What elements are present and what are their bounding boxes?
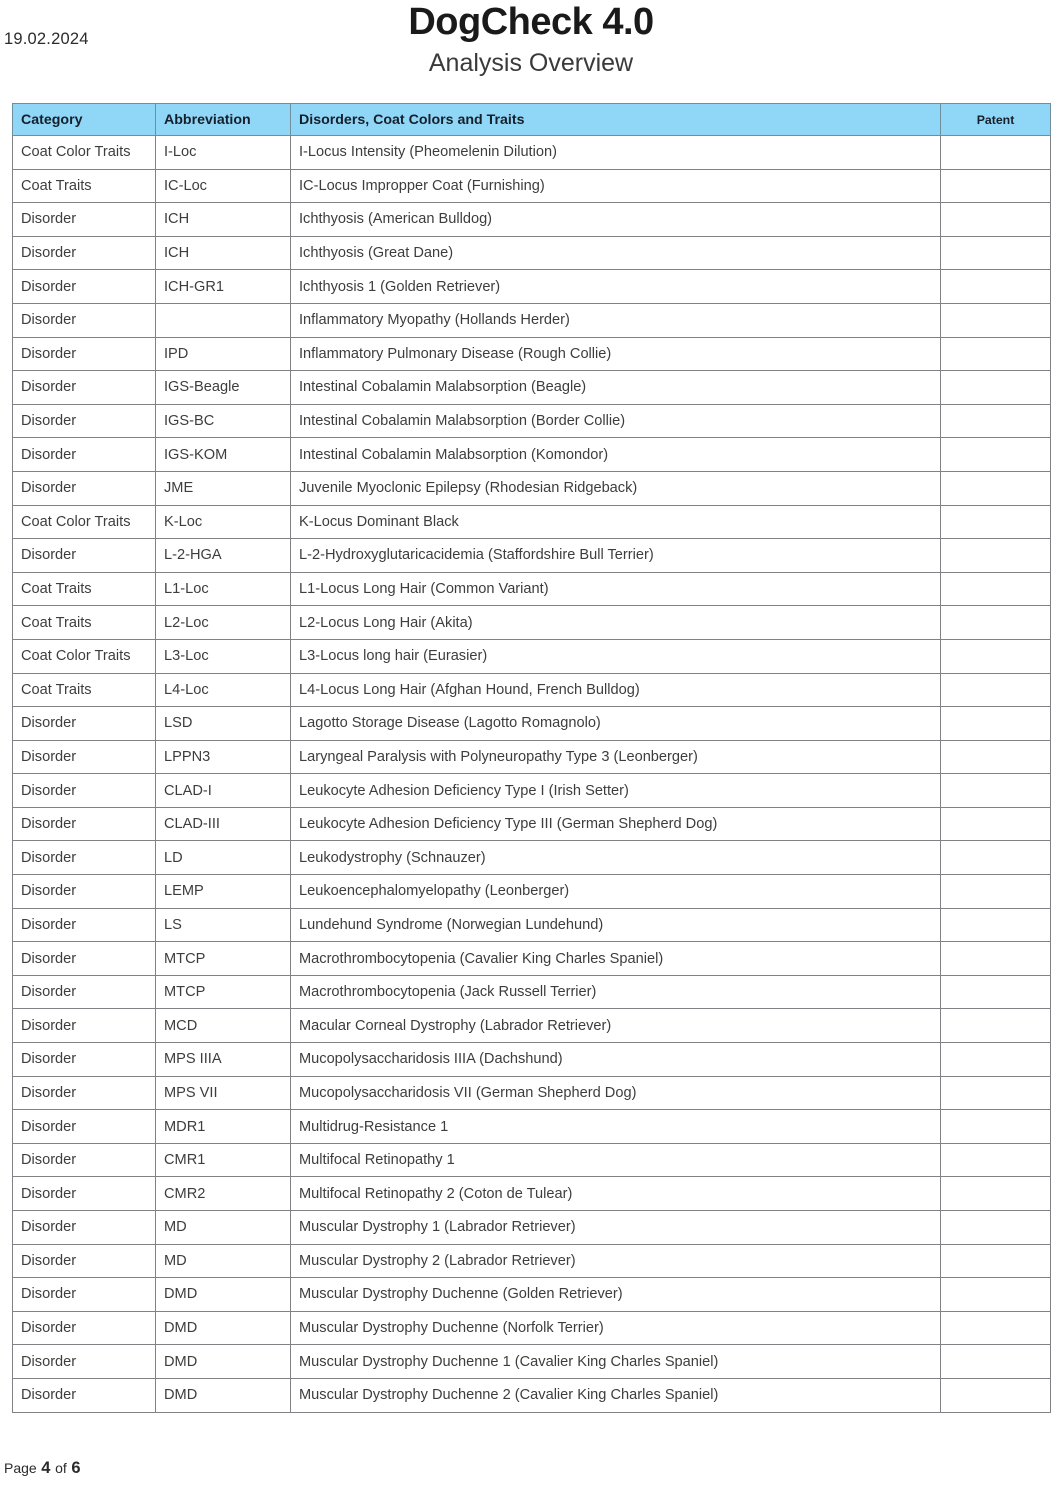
table-header-row bbox=[13, 104, 1051, 136]
table-row bbox=[13, 1345, 1051, 1379]
cell-disorder: L4-Locus Long Hair (Afghan Hound, French Bulldog) bbox=[291, 673, 941, 707]
cell-disorder: I-Locus Intensity (Pheomelenin Dilution) bbox=[291, 136, 941, 170]
cell-disorder: L1-Locus Long Hair (Common Variant) bbox=[291, 572, 941, 606]
table-row bbox=[13, 1311, 1051, 1345]
table-row bbox=[13, 438, 1051, 472]
cell-patent bbox=[941, 1345, 1051, 1379]
analysis-table-container bbox=[12, 103, 1050, 1413]
cell-abbreviation: ICH bbox=[156, 203, 291, 237]
cell-patent bbox=[941, 539, 1051, 573]
cell-abbreviation: MD bbox=[156, 1244, 291, 1278]
cell-abbreviation: LS bbox=[156, 908, 291, 942]
table-row bbox=[13, 975, 1051, 1009]
table-row bbox=[13, 471, 1051, 505]
analysis-table bbox=[12, 103, 1051, 1413]
cell-disorder: Macrothrombocytopenia (Cavalier King Charles Spaniel) bbox=[291, 942, 941, 976]
table-row bbox=[13, 1378, 1051, 1412]
cell-category: Disorder bbox=[13, 1043, 156, 1077]
cell-category: Disorder bbox=[13, 404, 156, 438]
cell-category: Disorder bbox=[13, 1278, 156, 1312]
cell-disorder: L3-Locus long hair (Eurasier) bbox=[291, 639, 941, 673]
cell-disorder: Mucopolysaccharidosis VII (German Shepherd Dog) bbox=[291, 1076, 941, 1110]
cell-category: Disorder bbox=[13, 942, 156, 976]
cell-category: Coat Traits bbox=[13, 673, 156, 707]
column-header-disorders: Disorders, Coat Colors and Traits bbox=[291, 104, 941, 136]
cell-patent bbox=[941, 337, 1051, 371]
cell-disorder: K-Locus Dominant Black bbox=[291, 505, 941, 539]
cell-category: Disorder bbox=[13, 1211, 156, 1245]
footer-of-label: of bbox=[55, 1460, 67, 1476]
cell-category: Disorder bbox=[13, 774, 156, 808]
table-row bbox=[13, 1143, 1051, 1177]
cell-category: Disorder bbox=[13, 908, 156, 942]
cell-disorder: Multifocal Retinopathy 2 (Coton de Tulear) bbox=[291, 1177, 941, 1211]
cell-abbreviation: IC-Loc bbox=[156, 169, 291, 203]
cell-category: Disorder bbox=[13, 1378, 156, 1412]
table-row bbox=[13, 371, 1051, 405]
table-body bbox=[13, 136, 1051, 1413]
cell-abbreviation: LEMP bbox=[156, 875, 291, 909]
cell-patent bbox=[941, 371, 1051, 405]
cell-category: Coat Color Traits bbox=[13, 639, 156, 673]
cell-abbreviation: ICH-GR1 bbox=[156, 270, 291, 304]
table-row bbox=[13, 707, 1051, 741]
cell-category: Disorder bbox=[13, 337, 156, 371]
cell-abbreviation: CMR1 bbox=[156, 1143, 291, 1177]
cell-abbreviation: MPS VII bbox=[156, 1076, 291, 1110]
cell-abbreviation: IPD bbox=[156, 337, 291, 371]
cell-abbreviation bbox=[156, 303, 291, 337]
cell-disorder: Muscular Dystrophy Duchenne 2 (Cavalier King Charles Spaniel) bbox=[291, 1378, 941, 1412]
cell-disorder: Muscular Dystrophy Duchenne (Golden Retriever) bbox=[291, 1278, 941, 1312]
cell-patent bbox=[941, 471, 1051, 505]
cell-patent bbox=[941, 975, 1051, 1009]
cell-abbreviation: IGS-BC bbox=[156, 404, 291, 438]
table-row bbox=[13, 236, 1051, 270]
cell-disorder: Inflammatory Myopathy (Hollands Herder) bbox=[291, 303, 941, 337]
cell-abbreviation: MD bbox=[156, 1211, 291, 1245]
cell-disorder: Laryngeal Paralysis with Polyneuropathy Type 3 (Leonberger) bbox=[291, 740, 941, 774]
cell-category: Disorder bbox=[13, 740, 156, 774]
cell-abbreviation: MCD bbox=[156, 1009, 291, 1043]
page-title: DogCheck 4.0 bbox=[408, 1, 654, 43]
table-row bbox=[13, 1211, 1051, 1245]
cell-disorder: L-2-Hydroxyglutaricacidemia (Staffordshire Bull Terrier) bbox=[291, 539, 941, 573]
cell-patent bbox=[941, 404, 1051, 438]
table-row bbox=[13, 539, 1051, 573]
cell-patent bbox=[941, 875, 1051, 909]
cell-patent bbox=[941, 1076, 1051, 1110]
cell-disorder: Ichthyosis 1 (Golden Retriever) bbox=[291, 270, 941, 304]
cell-category: Coat Traits bbox=[13, 572, 156, 606]
cell-disorder: Ichthyosis (Great Dane) bbox=[291, 236, 941, 270]
title-block bbox=[0, 0, 1062, 78]
cell-category: Disorder bbox=[13, 539, 156, 573]
cell-disorder: Intestinal Cobalamin Malabsorption (Border Collie) bbox=[291, 404, 941, 438]
table-row bbox=[13, 136, 1051, 170]
table-row bbox=[13, 1076, 1051, 1110]
cell-abbreviation: I-Loc bbox=[156, 136, 291, 170]
table-row bbox=[13, 1043, 1051, 1077]
cell-category: Disorder bbox=[13, 807, 156, 841]
cell-disorder: Ichthyosis (American Bulldog) bbox=[291, 203, 941, 237]
cell-category: Disorder bbox=[13, 875, 156, 909]
cell-abbreviation: DMD bbox=[156, 1345, 291, 1379]
table-row bbox=[13, 841, 1051, 875]
column-header-category: Category bbox=[13, 104, 156, 136]
cell-category: Disorder bbox=[13, 975, 156, 1009]
cell-disorder: Juvenile Myoclonic Epilepsy (Rhodesian Ridgeback) bbox=[291, 471, 941, 505]
cell-patent bbox=[941, 1110, 1051, 1144]
page-subtitle: Analysis Overview bbox=[428, 49, 634, 77]
table-row bbox=[13, 303, 1051, 337]
cell-disorder: Mucopolysaccharidosis IIIA (Dachshund) bbox=[291, 1043, 941, 1077]
table-row bbox=[13, 807, 1051, 841]
cell-disorder: Muscular Dystrophy 2 (Labrador Retriever) bbox=[291, 1244, 941, 1278]
document-header bbox=[0, 0, 1062, 86]
table-row bbox=[13, 572, 1051, 606]
cell-patent bbox=[941, 908, 1051, 942]
cell-patent bbox=[941, 673, 1051, 707]
table-row bbox=[13, 740, 1051, 774]
cell-abbreviation: LD bbox=[156, 841, 291, 875]
cell-patent bbox=[941, 572, 1051, 606]
table-row bbox=[13, 337, 1051, 371]
table-header-row-group bbox=[13, 104, 1051, 136]
cell-abbreviation: IGS-KOM bbox=[156, 438, 291, 472]
cell-disorder: IC-Locus Impropper Coat (Furnishing) bbox=[291, 169, 941, 203]
cell-disorder: Multidrug-Resistance 1 bbox=[291, 1110, 941, 1144]
cell-category: Disorder bbox=[13, 707, 156, 741]
cell-patent bbox=[941, 1211, 1051, 1245]
footer-total-pages: 6 bbox=[71, 1459, 81, 1477]
cell-patent bbox=[941, 1143, 1051, 1177]
cell-patent bbox=[941, 303, 1051, 337]
cell-disorder: Muscular Dystrophy Duchenne 1 (Cavalier King Charles Spaniel) bbox=[291, 1345, 941, 1379]
table-row bbox=[13, 774, 1051, 808]
table-row bbox=[13, 1278, 1051, 1312]
cell-disorder: Leukocyte Adhesion Deficiency Type I (Irish Setter) bbox=[291, 774, 941, 808]
cell-category: Disorder bbox=[13, 1009, 156, 1043]
cell-abbreviation: LPPN3 bbox=[156, 740, 291, 774]
cell-patent bbox=[941, 1009, 1051, 1043]
cell-category: Disorder bbox=[13, 1143, 156, 1177]
table-row bbox=[13, 673, 1051, 707]
cell-patent bbox=[941, 942, 1051, 976]
column-header-abbreviation: Abbreviation bbox=[156, 104, 291, 136]
table-row bbox=[13, 1110, 1051, 1144]
table-row bbox=[13, 639, 1051, 673]
footer-current-page: 4 bbox=[41, 1459, 51, 1477]
cell-category: Coat Color Traits bbox=[13, 136, 156, 170]
cell-abbreviation: K-Loc bbox=[156, 505, 291, 539]
cell-category: Disorder bbox=[13, 841, 156, 875]
table-row bbox=[13, 1177, 1051, 1211]
table-row bbox=[13, 203, 1051, 237]
cell-category: Disorder bbox=[13, 471, 156, 505]
cell-patent bbox=[941, 505, 1051, 539]
cell-disorder: Lundehund Syndrome (Norwegian Lundehund) bbox=[291, 908, 941, 942]
cell-patent bbox=[941, 639, 1051, 673]
cell-disorder: Inflammatory Pulmonary Disease (Rough Collie) bbox=[291, 337, 941, 371]
cell-patent bbox=[941, 203, 1051, 237]
cell-patent bbox=[941, 1177, 1051, 1211]
cell-patent bbox=[941, 606, 1051, 640]
cell-patent bbox=[941, 1244, 1051, 1278]
cell-category: Disorder bbox=[13, 438, 156, 472]
cell-disorder: Leukoencephalomyelopathy (Leonberger) bbox=[291, 875, 941, 909]
cell-patent bbox=[941, 1043, 1051, 1077]
cell-patent bbox=[941, 807, 1051, 841]
cell-category: Disorder bbox=[13, 1244, 156, 1278]
column-header-patent: Patent bbox=[941, 104, 1051, 136]
table-row bbox=[13, 270, 1051, 304]
cell-abbreviation: LSD bbox=[156, 707, 291, 741]
cell-category: Disorder bbox=[13, 203, 156, 237]
cell-abbreviation: IGS-Beagle bbox=[156, 371, 291, 405]
table-row bbox=[13, 606, 1051, 640]
cell-category: Disorder bbox=[13, 303, 156, 337]
cell-patent bbox=[941, 1278, 1051, 1312]
cell-category: Coat Traits bbox=[13, 606, 156, 640]
cell-patent bbox=[941, 136, 1051, 170]
cell-category: Disorder bbox=[13, 1311, 156, 1345]
cell-patent bbox=[941, 236, 1051, 270]
cell-disorder: Lagotto Storage Disease (Lagotto Romagnolo) bbox=[291, 707, 941, 741]
table-row bbox=[13, 908, 1051, 942]
cell-disorder: L2-Locus Long Hair (Akita) bbox=[291, 606, 941, 640]
cell-disorder: Multifocal Retinopathy 1 bbox=[291, 1143, 941, 1177]
cell-category: Disorder bbox=[13, 1076, 156, 1110]
cell-patent bbox=[941, 169, 1051, 203]
cell-patent bbox=[941, 774, 1051, 808]
cell-abbreviation: CLAD-III bbox=[156, 807, 291, 841]
report-date: 19.02.2024 bbox=[4, 30, 89, 48]
page-footer bbox=[4, 1459, 81, 1478]
cell-abbreviation: ICH bbox=[156, 236, 291, 270]
table-row bbox=[13, 1009, 1051, 1043]
cell-category: Coat Traits bbox=[13, 169, 156, 203]
cell-patent bbox=[941, 1378, 1051, 1412]
cell-abbreviation: CLAD-I bbox=[156, 774, 291, 808]
cell-disorder: Muscular Dystrophy Duchenne (Norfolk Terrier) bbox=[291, 1311, 941, 1345]
cell-disorder: Intestinal Cobalamin Malabsorption (Beagle) bbox=[291, 371, 941, 405]
cell-patent bbox=[941, 841, 1051, 875]
cell-category: Disorder bbox=[13, 270, 156, 304]
cell-disorder: Leukocyte Adhesion Deficiency Type III (German Shepherd Dog) bbox=[291, 807, 941, 841]
table-row bbox=[13, 942, 1051, 976]
cell-abbreviation: CMR2 bbox=[156, 1177, 291, 1211]
cell-abbreviation: L-2-HGA bbox=[156, 539, 291, 573]
cell-abbreviation: MDR1 bbox=[156, 1110, 291, 1144]
cell-abbreviation: MTCP bbox=[156, 975, 291, 1009]
cell-disorder: Leukodystrophy (Schnauzer) bbox=[291, 841, 941, 875]
cell-patent bbox=[941, 707, 1051, 741]
cell-category: Disorder bbox=[13, 236, 156, 270]
cell-disorder: Intestinal Cobalamin Malabsorption (Komondor) bbox=[291, 438, 941, 472]
cell-abbreviation: DMD bbox=[156, 1278, 291, 1312]
cell-patent bbox=[941, 1311, 1051, 1345]
cell-patent bbox=[941, 270, 1051, 304]
footer-page-label: Page bbox=[4, 1460, 37, 1476]
cell-category: Disorder bbox=[13, 1110, 156, 1144]
cell-patent bbox=[941, 740, 1051, 774]
cell-category: Coat Color Traits bbox=[13, 505, 156, 539]
cell-abbreviation: L1-Loc bbox=[156, 572, 291, 606]
table-row bbox=[13, 404, 1051, 438]
table-row bbox=[13, 505, 1051, 539]
cell-abbreviation: JME bbox=[156, 471, 291, 505]
table-row bbox=[13, 169, 1051, 203]
cell-disorder: Muscular Dystrophy 1 (Labrador Retriever) bbox=[291, 1211, 941, 1245]
cell-category: Disorder bbox=[13, 371, 156, 405]
cell-patent bbox=[941, 438, 1051, 472]
cell-abbreviation: L3-Loc bbox=[156, 639, 291, 673]
cell-abbreviation: MTCP bbox=[156, 942, 291, 976]
cell-abbreviation: MPS IIIA bbox=[156, 1043, 291, 1077]
cell-abbreviation: DMD bbox=[156, 1311, 291, 1345]
cell-abbreviation: L2-Loc bbox=[156, 606, 291, 640]
cell-category: Disorder bbox=[13, 1177, 156, 1211]
cell-disorder: Macrothrombocytopenia (Jack Russell Terrier) bbox=[291, 975, 941, 1009]
table-row bbox=[13, 875, 1051, 909]
cell-category: Disorder bbox=[13, 1345, 156, 1379]
cell-abbreviation: DMD bbox=[156, 1378, 291, 1412]
cell-abbreviation: L4-Loc bbox=[156, 673, 291, 707]
table-row bbox=[13, 1244, 1051, 1278]
cell-disorder: Macular Corneal Dystrophy (Labrador Retriever) bbox=[291, 1009, 941, 1043]
